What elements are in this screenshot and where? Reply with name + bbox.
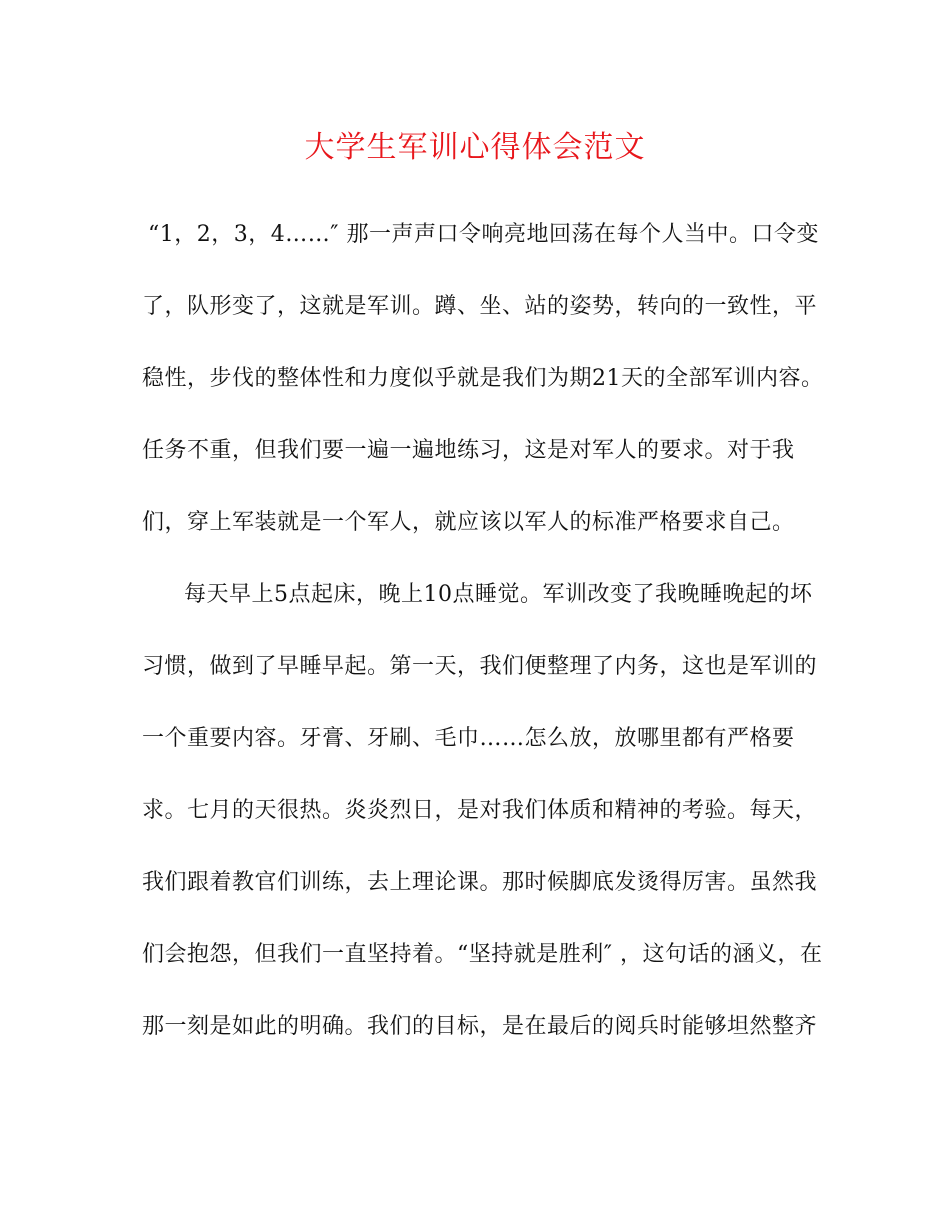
paragraph-line: 们，穿上军装就是一个军人，就应该以军人的标准严格要求自己。 [142,510,795,535]
paragraph-line: 任务不重，但我们要一遍一遍地练习，这是对军人的要求。对于我 [142,438,795,463]
paragraph-line: 一个重要内容。牙膏、牙刷、毛巾……怎么放，放哪里都有严格要 [142,726,795,751]
paragraph-line: 我们跟着教官们训练，去上理论课。那时候脚底发烫得厉害。虽然我 [142,870,818,895]
document-title: 大学生军训心得体会范文 [304,130,646,165]
paragraph-line: “1，2，3，4……″ 那一声声口令响亮地回荡在每个人当中。口令变 [148,222,819,247]
paragraph-line: 了，队形变了，这就是军训。蹲、坐、站的姿势，转向的一致性，平 [142,294,818,319]
paragraph-line: 们会抱怨，但我们一直坚持着。“坚持就是胜利″ ，这句话的涵义，在 [142,942,823,967]
paragraph-line: 习惯，做到了早睡早起。第一天，我们便整理了内务，这也是军训的 [142,654,818,679]
paragraph-line: 求。七月的天很热。炎炎烈日，是对我们体质和精神的考验。每天， [142,798,818,823]
paragraph-line: 稳性，步伐的整体性和力度似乎就是我们为期21天的全部军训内容。 [142,366,824,391]
paragraph-line: 每天早上5点起床，晚上10点睡觉。军训改变了我晚睡晚起的坏 [184,582,813,607]
paragraph-line: 那一刻是如此的明确。我们的目标，是在最后的阅兵时能够坦然整齐 [142,1014,818,1039]
